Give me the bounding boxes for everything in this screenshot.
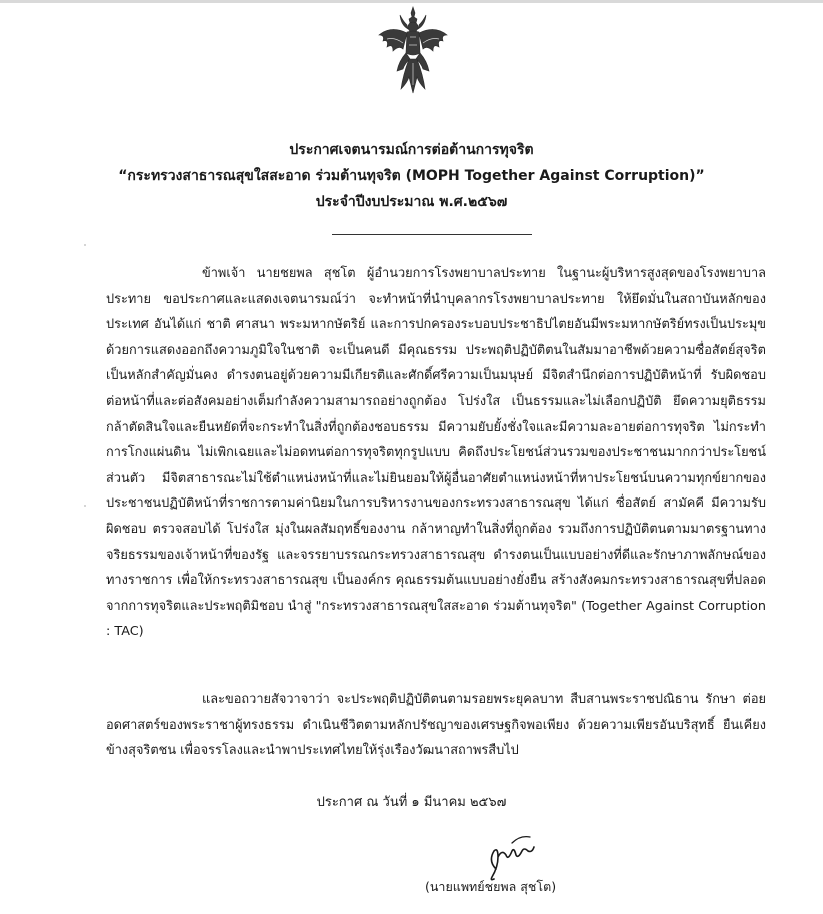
handwritten-signature-icon — [468, 821, 540, 883]
scan-speck — [84, 505, 86, 507]
garuda-emblem-icon — [373, 5, 453, 95]
declaration-paragraph-1: ข้าพเจ้า นายชยพล สุชโต ผู้อำนวยการโรงพยาบาลประทาย ในฐานะผู้บริหารสูงสุดของโรงพยาบาลประทาย ขอประกาศและแสดงเจตนารมณ์ว่า จะทำหน้าที่นำบุคลากรโรงพยาบาลประทาย ให้ยึดมั่นในสถาบันหลักของประเทศ อันได้แก่ ชาติ ศาสนา พระมหากษัตริย์ และการปกครองระบอบประชาธิปไตยอันมีพระมหากษัตริย์ทรงเป็นประมุข ด้วยการแสดงออกถึงความภูมิใจในชาติ จะเป็นคนดี มีคุณธรรม ประพฤติปฏิบัติตนในสัมมาอาชีพด้วยความซื่อสัตย์สุจริตเป็นหลักสำคัญมั่นคง ดำรงตนอยู่ด้วยความมีเกียรติและศักดิ์ศรีความเป็นมนุษย์ มีจิตสำนึกต่อการปฏิบัติหน้าที่ รับผิดชอบต่อหน้าที่และต่อสังคมอย่างเต็มกำลังความสามารถอย่างถูกต้อง โปร่งใส เป็นธรรมและไม่เลือกปฏิบัติ ยึดความยุติธรรม กล้าตัดสินใจและยืนหยัดที่จะกระทำในสิ่งที่ถูกต้องชอบธรรม มีความยับยั้งชั่งใจและมีความละอายต่อการทุจริต ไม่กระทำการโกงแผ่นดิน ไม่เพิกเฉยและไม่อดทนต่อการทุจริตทุกรูปแบบ คิดถึงประโยชน์ส่วนรวมของประชาชนมากกว่าประโยชน์ส่วนตัว มีจิตสาธารณะไม่ใช้ตำแหน่งหน้าที่และไม่ยินยอมให้ผู้อื่นอาศัยตำแหน่งหน้าที่หาประโยชน์บนความทุกข์ยากของประชาชนปฏิบัติหน้าที่ราชการตามค่านิยมในการบริหารงานของกระทรวงสาธารณสุข ได้แก่ ซื่อสัตย์ สามัคคี มีความรับผิดชอบ ตรวจสอบได้ โปร่งใส มุ่งในผลสัมฤทธิ์ของงาน กล้าหาญทำในสิ่งที่ถูกต้อง รวมถึงการปฏิบัติตนตามมาตรฐานทางจริยธรรมของเจ้าหน้าที่ของรัฐ และจรรยาบรรณกระทรวงสาธารณสุข ดำรงตนเป็นแบบอย่างที่ดีและรักษาภาพลักษณ์ของทางราชการ เพื่อให้กระทรวงสาธารณสุข เป็นองค์กร คุณธรรมต้นแบบอย่างยั่งยืน สร้างสังคมกระทรวงสาธารณสุขที่ปลอดจากการทุจริตและประพฤติมิชอบ นำสู่ "กระทรวงสาธารณสุขใสสะอาด ร่วมต้านทุจริต" (Together Against Corruption : TAC) — [106, 266, 766, 640]
signer-name: (นายแพทย์ชยพล สุชโต) — [425, 879, 557, 894]
scan-speck — [84, 244, 86, 246]
document-page — [0, 3, 823, 914]
announcement-title: ประกาศเจตนารมณ์การต่อต้านการทุจริต — [289, 142, 534, 158]
declaration-paragraph-2: และขอถวายสัจวาจาว่า จะประพฤติปฏิบัติตนตามรอยพระยุคลบาท สืบสานพระราชปณิธาน รักษา ต่อยอดศาสตร์ของพระราชาผู้ทรงธรรม ดำเนินชีวิตตามหลักปรัชญาของเศรษฐกิจพอเพียง ด้วยความเพียรอันบริสุทธิ์ ยืนเคียงข้างสุจริตชน เพื่อจรรโลงและนำพาประเทศไทยให้รุ่งเรืองวัฒนาสถาพรสืบไป — [106, 692, 766, 759]
title-divider — [332, 234, 532, 235]
fiscal-year-line: ประจำปีงบประมาณ พ.ศ.๒๕๖๗ — [315, 194, 508, 210]
announcement-date: ประกาศ ณ วันที่ ๑ มีนาคม ๒๕๖๗ — [316, 795, 507, 810]
announcement-subtitle: “กระทรวงสาธารณสุขใสสะอาด ร่วมต้านทุจริต (MOPH Together Against Corruption)” — [118, 168, 705, 184]
